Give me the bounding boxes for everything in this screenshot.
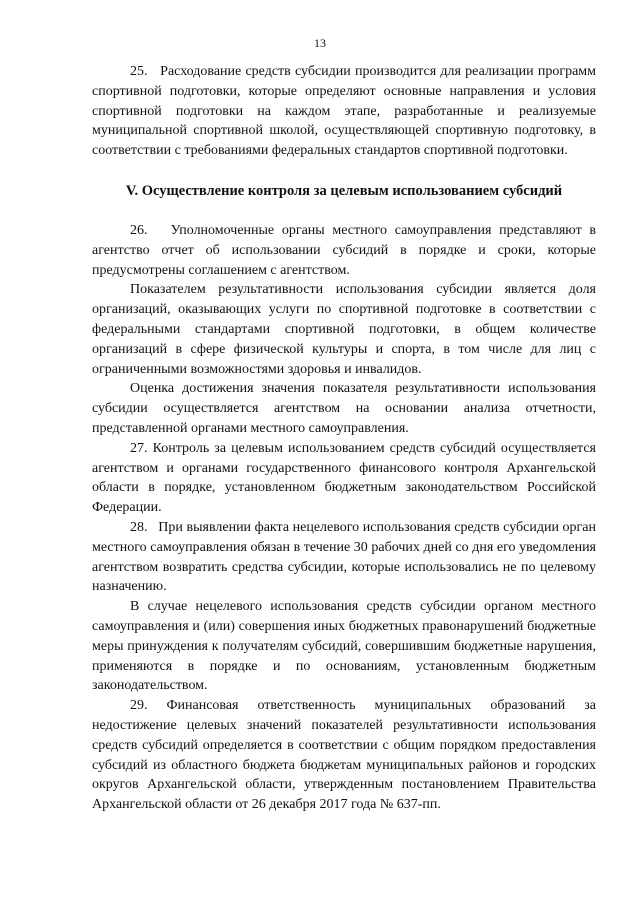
paragraph-misuse: В случае нецелевого использования средств субсидии органом местного самоуправления и (или) совершения иных бюджетных правонарушений бюджетные меры принуждения к получателям субсидий, совершившим бюджетные нарушения, применяются в порядке и по основаниям, установленным бюджетным законодательством. (92, 599, 596, 694)
paragraph-evaluation: Оценка достижения значения показателя результативности использования субсидии осуществляется агентством на основании анализа отчетности, представленной органами местного самоуправления. (92, 381, 596, 436)
paragraph-indicator: Показателем результативности использования субсидии является доля организаций, оказывающих услуги по спортивной подготовке в соответствии с федеральными стандартами спортивной подготовки, в общем количестве организаций в сфере физической культуры и спорта, в том числе для лиц с ограниченными возможностями здоровья и инвалидов. (92, 282, 596, 377)
paragraph-26: 26. Уполномоченные органы местного самоуправления представляют в агентство отчет об использовании субсидий в порядке и сроки, которые предусмотрены соглашением с агентством. (92, 222, 596, 278)
page-number: 13 (314, 36, 326, 50)
paragraph-29: 29. Финансовая ответственность муниципальных образований за недостижение целевых значений показателей результативности использования средств субсидий определяется в соответствии с общим порядком предоставления субсидий из областного бюджета бюджетам муниципальных районов и городских округов Архангельской области, утвержденным постановлением Правительства Архангельской области от 26 декабря 2017 года № 637-пп. (92, 698, 596, 813)
section-heading: V. Осуществление контроля за целевым использованием субсидий (125, 182, 563, 199)
paragraph-27: 27. Контроль за целевым использованием средств субсидий осуществляется агентством и органами государственного финансового контроля Архангельской области в порядке, установленном бюджетным законодательством Российской Федерации. (92, 440, 596, 516)
paragraph-25: 25. Расходование средств субсидии производится для реализации программ спортивной подготовки, которые определяют основные направления и условия спортивной подготовки на каждом этапе, разработанные и реализуемые муниципальной спортивной школой, осуществляющей спортивную подготовку, в соответствии с требованиями федеральных стандартов спортивной подготовки. (92, 64, 596, 159)
paragraph-28: 28. При выявлении факта нецелевого использования средств субсидии орган местного самоуправления обязан в течение 30 рабочих дней со дня его уведомления агентством возвратить средства субсидии, которые использовались не по целевому назначению. (92, 519, 596, 595)
document-body (92, 62, 596, 815)
